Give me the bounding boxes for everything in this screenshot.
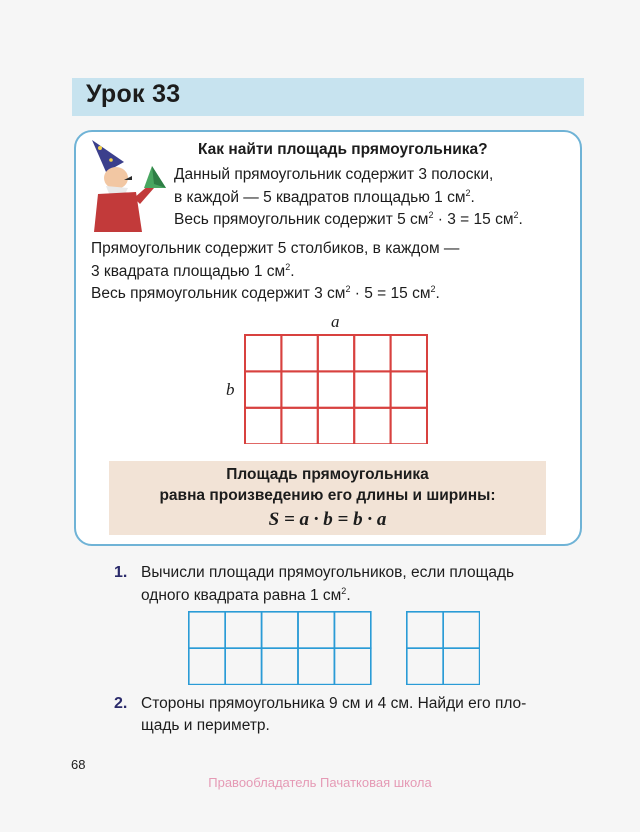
area-diagram-grid xyxy=(244,334,428,444)
lesson-title: Урок 33 xyxy=(86,80,181,108)
page-number: 68 xyxy=(71,757,86,772)
grid-cell xyxy=(318,371,354,407)
task-2-text: щадь и периметр. xyxy=(141,717,270,734)
grid-cell xyxy=(281,335,317,371)
rule-line-2: равна произведению его длины и ширины: xyxy=(159,487,496,504)
footer-copyright: Правообладатель Пачатковая школа xyxy=(208,775,432,790)
grid-cell xyxy=(245,335,281,371)
task-2-text: Стороны прямоугольника 9 см и 4 см. Найди его пло- xyxy=(141,695,527,712)
side-label-b: b xyxy=(226,380,235,399)
rule-line-1: Площадь прямоугольника xyxy=(226,466,429,483)
task-1-text: Вычисли площади прямоугольников, если площадь xyxy=(141,564,515,581)
grid-cell xyxy=(318,408,354,444)
grid-cell xyxy=(225,648,261,684)
grid-cell xyxy=(189,648,225,684)
task-1-text: одного квадрата равна 1 $см^2$. xyxy=(141,586,351,605)
grid-cell xyxy=(407,612,443,648)
grid-cell xyxy=(189,612,225,648)
intro-line: в каждой — 5 квадратов площадью 1 $см^2$. xyxy=(174,188,475,207)
task-1-number: 1. xyxy=(114,564,128,581)
side-label-a: a xyxy=(331,312,340,331)
grid-cell xyxy=(443,612,479,648)
intro-line: 3 квадрата площадью 1 $см^2$. xyxy=(91,262,295,281)
intro-line: Данный прямоугольник содержит 3 полоски, xyxy=(174,166,494,183)
grid-cell xyxy=(262,612,298,648)
grid-cell xyxy=(391,408,427,444)
grid-cell xyxy=(391,371,427,407)
grid-cell xyxy=(281,408,317,444)
intro-line: Весь прямоугольник содержит 3 $см^2 \cdot 5 = 15$ $см^2$. xyxy=(91,284,440,303)
question-heading: Как найти площадь прямоугольника? xyxy=(198,141,488,158)
intro-line: Весь прямоугольник содержит 5 $см^2 \cdot 3 = 15$ $см^2$. xyxy=(174,210,523,229)
wizard-icon xyxy=(84,136,174,234)
area-formula: S = a · b = b · a xyxy=(268,509,387,530)
grid-cell xyxy=(245,408,281,444)
grid-cell xyxy=(225,612,261,648)
grid-cell xyxy=(245,371,281,407)
grid-cell xyxy=(354,408,390,444)
grid-cell xyxy=(334,612,370,648)
task-2-number: 2. xyxy=(114,695,128,712)
grid-cell xyxy=(354,335,390,371)
grid-cell xyxy=(443,648,479,684)
grid-cell xyxy=(298,648,334,684)
grid-cell xyxy=(407,648,443,684)
intro-line: Прямоугольник содержит 5 столбиков, в каждом — xyxy=(91,240,460,257)
grid-cell xyxy=(354,371,390,407)
grid-cell xyxy=(298,612,334,648)
grid-cell xyxy=(334,648,370,684)
grid-cell xyxy=(281,371,317,407)
task-1-grid-large xyxy=(188,611,372,685)
task-1-grid-small xyxy=(406,611,480,685)
grid-cell xyxy=(391,335,427,371)
grid-cell xyxy=(262,648,298,684)
grid-cell xyxy=(318,335,354,371)
